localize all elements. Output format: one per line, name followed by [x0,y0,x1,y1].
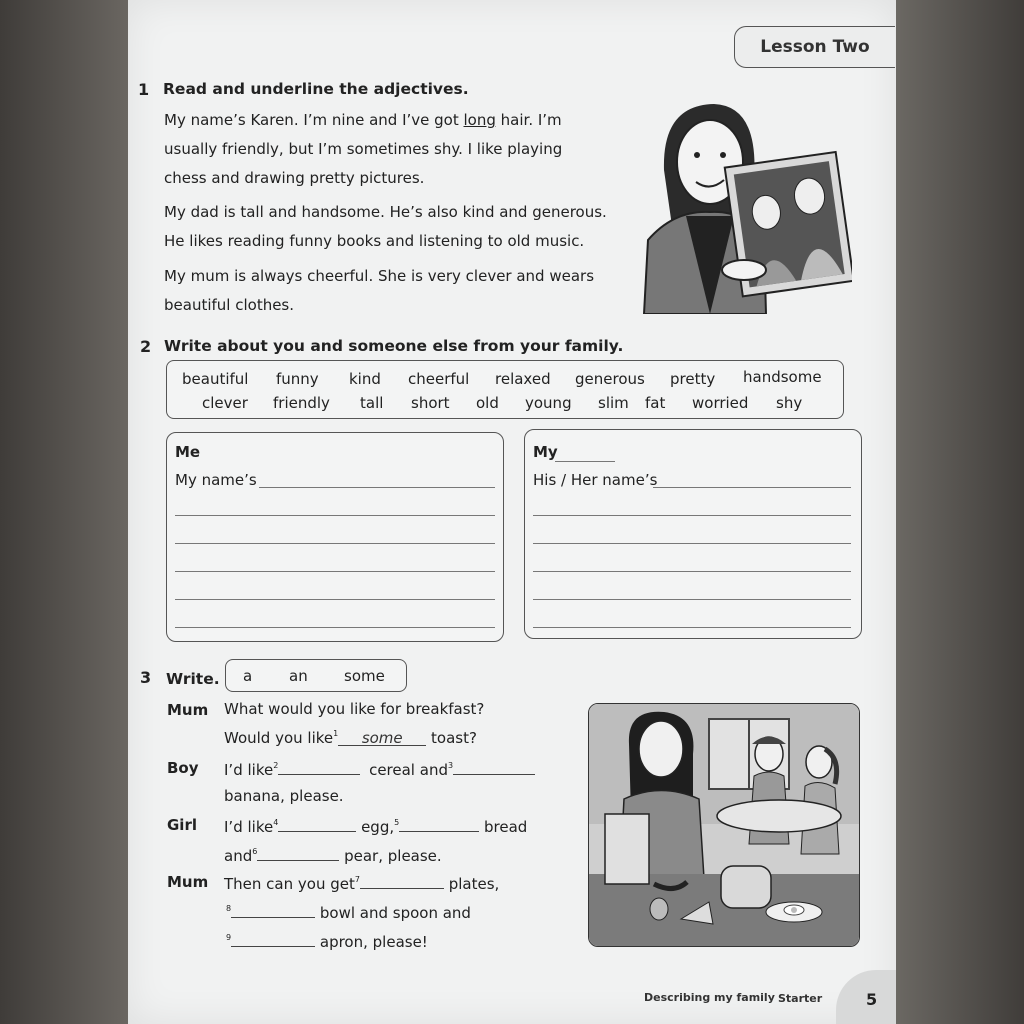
word: fat [645,394,666,412]
word: relaxed [495,370,551,388]
my-name-input-line[interactable] [259,487,495,488]
word: young [525,394,572,412]
writing-line[interactable] [533,543,851,544]
text: usually friendly, but I’m sometimes shy. I like playing [164,140,563,158]
family-member-input-line[interactable] [555,461,615,462]
dialogue-line [224,872,499,893]
word: pretty [670,370,716,388]
answer-blank-5[interactable] [399,815,479,832]
answer-blank-3[interactable] [453,758,535,775]
text: pear, please. [344,847,442,865]
blank-number: 8 [226,904,232,913]
my-name-label: My name’s [175,471,257,489]
text: My mum is always cheerful. She is very clever and wears [164,267,595,285]
word: beautiful [182,370,249,388]
text: Then can you get [224,875,355,893]
dialogue-line [226,930,428,951]
dialogue-line [224,729,477,747]
word: worried [692,394,749,412]
exercise-1-title: Read and underline the adjectives. [163,80,469,98]
writing-line[interactable] [533,571,851,572]
blank-number: 9 [226,933,232,942]
word: handsome [743,368,822,386]
writing-line[interactable] [533,599,851,600]
text: toast? [431,729,477,747]
text: bread [484,818,528,836]
option-a: a [243,667,253,685]
word: generous [575,370,645,388]
answer-blank-4[interactable] [278,815,356,832]
text: My name’s Karen. I’m nine and I’ve got [164,111,464,129]
page-number: 5 [866,990,878,1009]
footer-unit: Starter [778,992,823,1005]
blank-number: 6 [252,847,258,856]
dialogue-line [224,844,442,865]
word: kind [349,370,381,388]
exercise-3-number: 3 [140,668,152,687]
text: I’d like [224,761,274,779]
exercise-3-title: Write. [166,670,220,688]
me-writing-panel [166,432,504,642]
text: Would you like [224,729,334,747]
his-her-name-label: His / Her name’s [533,471,658,489]
exercise-1-paragraph-3 [164,262,624,320]
my-heading: My [533,443,558,461]
writing-line[interactable] [175,543,495,544]
dialogue-line [224,758,535,779]
writing-line[interactable] [533,515,851,516]
speaker-girl: Girl [167,816,197,834]
option-an: an [289,667,308,685]
writing-line[interactable] [175,627,495,628]
his-her-name-input-line[interactable] [653,487,851,488]
text: apron, please! [319,933,428,951]
dialogue-line [224,815,527,836]
background-left [0,0,128,1024]
blank-number: 5 [394,818,400,827]
option-some: some [344,667,385,685]
adjective-word-box [166,360,844,419]
writing-line[interactable] [175,515,495,516]
text: cereal and [369,761,448,779]
exercise-2-number: 2 [140,337,152,356]
article-options-box [225,659,407,692]
word: short [411,394,450,412]
breakfast-kitchen-illustration [588,703,860,947]
karen-family-photo-illustration [634,100,852,314]
speaker-boy: Boy [167,759,199,777]
text: beautiful clothes. [164,296,295,314]
word: tall [360,394,384,412]
word: shy [776,394,803,412]
word: slim [598,394,629,412]
answer-blank-1[interactable]: some [338,729,426,746]
word: friendly [273,394,330,412]
footer-topic: Describing my family [644,991,775,1004]
speaker-mum: Mum [167,701,209,719]
exercise-1-paragraph-1 [164,106,624,193]
answer-blank-6[interactable] [257,844,339,861]
text: He likes reading funny books and listening to old music. [164,232,585,250]
text: I’d like [224,818,274,836]
answer-blank-2[interactable] [278,758,360,775]
text: and [224,847,253,865]
writing-line[interactable] [533,627,851,628]
word: clever [202,394,248,412]
answer-blank-9[interactable] [231,930,315,947]
text: hair. I’m [495,111,562,129]
dialogue-line: What would you like for breakfast? [224,700,485,718]
me-heading: Me [175,443,201,461]
blank-number: 7 [354,875,360,884]
dialogue-line: banana, please. [224,787,344,805]
answer-blank-7[interactable] [360,872,444,889]
writing-line[interactable] [175,599,495,600]
blank-number: 4 [273,818,279,827]
text: plates, [448,875,500,893]
blank-number: 3 [447,761,454,770]
speaker-mum: Mum [167,873,209,891]
text: chess and drawing pretty pictures. [164,169,425,187]
word: funny [276,370,319,388]
exercise-2-title: Write about you and someone else from your family. [164,337,624,355]
dialogue-line [226,901,471,922]
exercise-1-number: 1 [138,80,150,99]
word: cheerful [408,370,470,388]
word: old [476,394,499,412]
writing-line[interactable] [175,571,495,572]
underlined-adjective: long [463,111,496,129]
answer-blank-8[interactable] [231,901,315,918]
text: My dad is tall and handsome. He’s also kind and generous. [164,203,607,221]
background-right [896,0,1024,1024]
blank-number: 1 [333,729,339,738]
lesson-title: Lesson Two [734,26,895,68]
text: egg, [361,818,395,836]
exercise-1-paragraph-2 [164,198,624,256]
blank-number: 2 [273,761,279,770]
family-member-writing-panel [524,429,862,639]
text: bowl and spoon and [319,904,471,922]
